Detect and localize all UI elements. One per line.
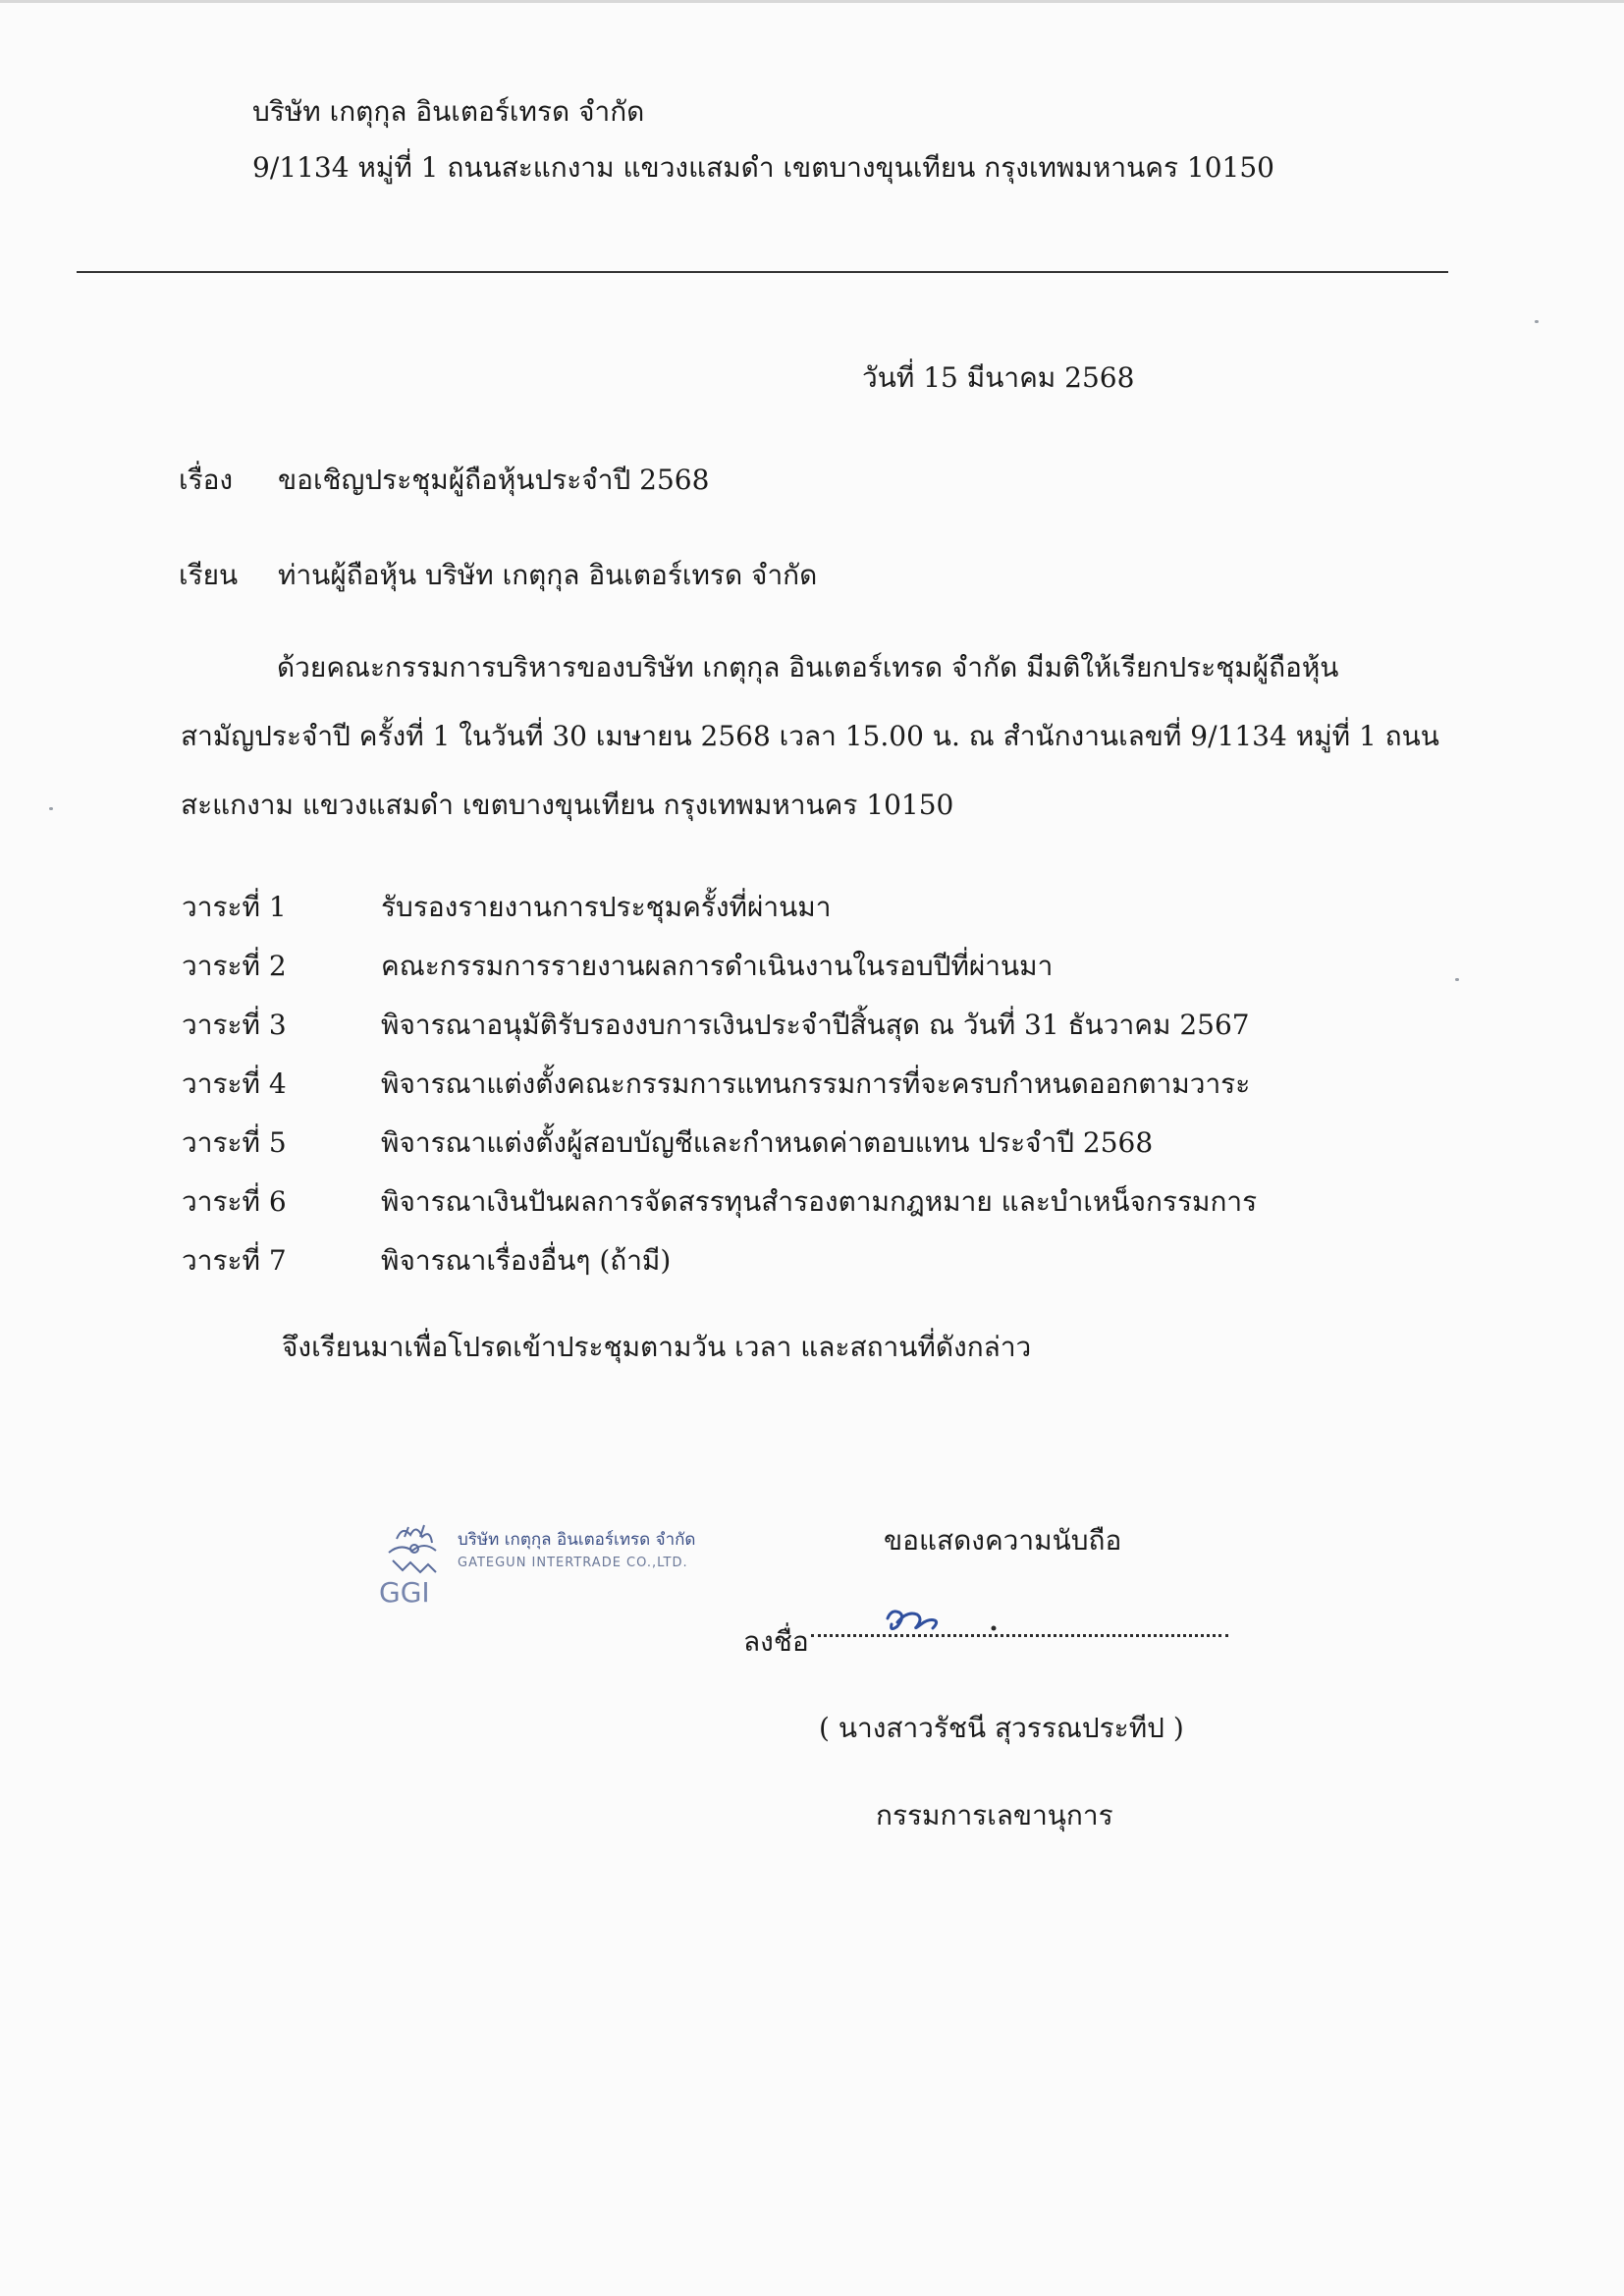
scan-edge <box>0 0 1624 3</box>
signatory-position: กรรมการเลขานุการ <box>876 1799 1113 1831</box>
handwritten-signature <box>882 1589 1000 1648</box>
body-line-1: ด้วยคณะกรรมการบริหารของบริษัท เกตุกุล อินเตอร์เทรด จำกัด มีมติให้เรียกประชุมผู้ถือหุ้น <box>277 651 1339 683</box>
letterhead-divider <box>77 271 1448 273</box>
agenda-number: วาระที่ 5 <box>182 1126 287 1159</box>
agenda-description: พิจารณาเรื่องอื่นๆ (ถ้ามี) <box>381 1244 672 1277</box>
company-stamp <box>375 1509 738 1617</box>
agenda-item <box>182 947 1360 986</box>
company-logo-icon <box>375 1509 454 1612</box>
company-name: บริษัท เกตุกุล อินเตอร์เทรด จำกัด <box>252 95 645 128</box>
body-line-3: สะแกงาม แขวงแสมดำ เขตบางขุนเทียน กรุงเทพมหานคร 10150 <box>181 789 954 821</box>
subject-label: เรื่อง <box>179 464 234 496</box>
agenda-item <box>182 888 1360 927</box>
agenda-description: พิจารณาแต่งตั้งคณะกรรมการแทนกรรมการที่จะครบกำหนดออกตามวาระ <box>381 1067 1251 1100</box>
recipient-text: ท่านผู้ถือหุ้น บริษัท เกตุกุล อินเตอร์เทรด จำกัด <box>278 559 818 591</box>
scan-speck <box>1455 978 1459 981</box>
agenda-description: พิจารณาเงินปันผลการจัดสรรทุนสำรองตามกฎหมาย และบำเหน็จกรรมการ <box>381 1185 1258 1218</box>
recipient-label: เรียน <box>179 559 239 591</box>
agenda-number: วาระที่ 6 <box>182 1185 287 1218</box>
agenda-description: รับรองรายงานการประชุมครั้งที่ผ่านมา <box>381 891 832 923</box>
signature-label: ลงชื่อ <box>743 1625 809 1658</box>
signatory-name: ( นางสาวรัชนี สุวรรณประทีป ) <box>819 1712 1184 1744</box>
agenda-item <box>182 1065 1360 1104</box>
agenda-item <box>182 1241 1360 1281</box>
agenda-item <box>182 1182 1360 1222</box>
letter-date: วันที่ 15 มีนาคม 2568 <box>862 361 1135 394</box>
agenda-item <box>182 1006 1360 1045</box>
agenda-description: พิจารณาอนุมัติรับรองงบการเงินประจำปีสิ้นสุด ณ วันที่ 31 ธันวาคม 2567 <box>381 1009 1250 1041</box>
regards-text: ขอแสดงความนับถือ <box>884 1524 1122 1557</box>
agenda-description: พิจารณาแต่งตั้งผู้สอบบัญชีและกำหนดค่าตอบแทน ประจำปี 2568 <box>381 1126 1154 1159</box>
signature-line <box>811 1630 1228 1637</box>
stamp-company-thai: บริษัท เกตุกุล อินเตอร์เทรด จำกัด <box>458 1530 696 1550</box>
closing-sentence: จึงเรียนมาเพื่อโปรดเข้าประชุมตามวัน เวลา และสถานที่ดังกล่าว <box>282 1331 1032 1363</box>
scan-speck <box>1535 320 1539 323</box>
agenda-number: วาระที่ 1 <box>182 891 287 923</box>
logo-letters: GGI <box>379 1576 430 1609</box>
subject-text: ขอเชิญประชุมผู้ถือหุ้นประจำปี 2568 <box>278 464 710 496</box>
scan-speck <box>49 807 53 810</box>
company-address: 9/1134 หมู่ที่ 1 ถนนสะแกงาม แขวงแสมดำ เขตบางขุนเทียน กรุงเทพมหานคร 10150 <box>252 151 1274 184</box>
stamp-company-english: GATEGUN INTERTRADE CO.,LTD. <box>458 1556 688 1570</box>
agenda-number: วาระที่ 4 <box>182 1067 287 1100</box>
agenda-number: วาระที่ 2 <box>182 950 287 982</box>
agenda-description: คณะกรรมการรายงานผลการดำเนินงานในรอบปีที่ผ่านมา <box>381 950 1054 982</box>
agenda-number: วาระที่ 3 <box>182 1009 287 1041</box>
body-line-2: สามัญประจำปี ครั้งที่ 1 ในวันที่ 30 เมษายน 2568 เวลา 15.00 น. ณ สำนักงานเลขที่ 9/1134 หมู่ที่ 1 ถนน <box>181 720 1439 752</box>
agenda-item <box>182 1123 1360 1163</box>
agenda-number: วาระที่ 7 <box>182 1244 287 1277</box>
